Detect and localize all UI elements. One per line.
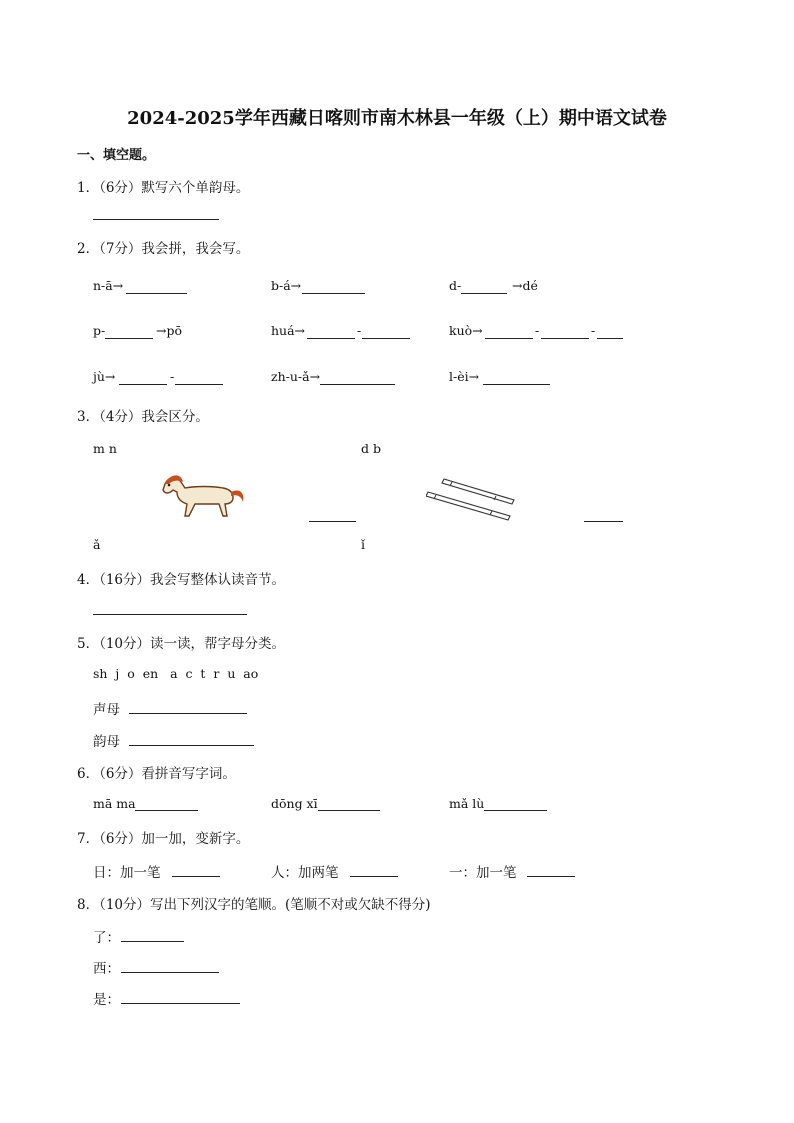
pinyin-item: - [591, 323, 596, 338]
pinyin-word: mǎ lù [449, 796, 485, 811]
pinyin-item: jù→ [93, 369, 116, 384]
answer-blank[interactable] [93, 218, 219, 220]
add-stroke-item: 人：加两笔 [271, 865, 339, 881]
pinyin-item: kuò→ [449, 323, 483, 338]
horse-icon [155, 472, 247, 520]
stroke-order-item: 西： [93, 961, 120, 977]
answer-blank[interactable] [121, 1002, 240, 1004]
question-2: 2．（7分）我会拼，我会写。 [77, 241, 250, 257]
question-5: 5．（10分）读一读，帮字母分类。 [77, 636, 286, 652]
add-stroke-item: 一：加一笔 [449, 865, 517, 881]
pinyin-item: b-á→ [271, 278, 302, 293]
question-3: 3．（4分）我会区分。 [77, 409, 209, 425]
tone-letter-left: ǎ [93, 537, 101, 552]
answer-blank[interactable] [362, 337, 410, 339]
pencils-icon [426, 476, 520, 522]
page-title: 2024-2025学年西藏日喀则市南木林县一年级（上）期中语文试卷 [127, 108, 667, 129]
pinyin-item: p- [93, 323, 106, 338]
answer-blank[interactable] [105, 337, 153, 339]
answer-blank[interactable] [135, 809, 198, 811]
answer-blank[interactable] [119, 383, 167, 385]
answer-blank[interactable] [320, 383, 395, 385]
answer-blank[interactable] [129, 712, 247, 714]
answer-blank[interactable] [307, 337, 355, 339]
pinyin-word: dōng xī [271, 796, 318, 811]
stroke-order-item: 了： [93, 930, 120, 946]
pinyin-item: n-ā→ [93, 278, 124, 293]
answer-blank[interactable] [350, 875, 398, 877]
pinyin-item: →pō [156, 323, 183, 338]
answer-blank[interactable] [121, 971, 219, 973]
answer-blank[interactable] [175, 383, 223, 385]
letter-list: sh j o en a c t r u ao [93, 666, 259, 681]
answer-blank[interactable] [485, 337, 533, 339]
tone-letter-right: ǐ [361, 537, 365, 552]
pinyin-item: d- [449, 278, 462, 293]
yunmu-label: 韵母 [93, 734, 120, 750]
answer-blank[interactable] [483, 383, 550, 385]
add-stroke-item: 日：加一笔 [93, 865, 161, 881]
answer-blank[interactable] [484, 809, 547, 811]
answer-blank[interactable] [597, 337, 623, 339]
answer-blank[interactable] [461, 292, 507, 294]
question-1: 1．（6分）默写六个单韵母。 [77, 180, 250, 196]
pinyin-item: l-èi→ [449, 369, 480, 384]
answer-blank[interactable] [527, 875, 575, 877]
question-7: 7．（6分）加一加，变新字。 [77, 831, 250, 847]
answer-blank[interactable] [584, 520, 623, 522]
pinyin-item: - [357, 323, 362, 338]
letter-pair-left: m n [93, 441, 117, 456]
answer-blank[interactable] [121, 940, 184, 942]
answer-blank[interactable] [129, 744, 254, 746]
stroke-order-item: 是： [93, 992, 120, 1008]
pinyin-item: zh-u-ǎ→ [271, 369, 321, 384]
answer-blank[interactable] [541, 337, 589, 339]
answer-blank[interactable] [126, 292, 187, 294]
pinyin-item: - [170, 369, 175, 384]
question-6: 6．（6分）看拼音写字词。 [77, 766, 236, 782]
pinyin-item: →dé [512, 278, 538, 293]
answer-blank[interactable] [302, 292, 365, 294]
pinyin-item: - [535, 323, 540, 338]
answer-blank[interactable] [93, 613, 247, 615]
answer-blank[interactable] [172, 875, 220, 877]
pinyin-item: huá→ [271, 323, 306, 338]
question-8: 8．（10分）写出下列汉字的笔顺。(笔顺不对或欠缺不得分) [77, 897, 431, 913]
answer-blank[interactable] [318, 809, 380, 811]
section-heading: 一、填空题。 [77, 148, 156, 163]
question-4: 4．（16分）我会写整体认读音节。 [77, 572, 286, 588]
shengmu-label: 声母 [93, 702, 120, 718]
pinyin-word: mā ma [93, 796, 136, 811]
answer-blank[interactable] [309, 520, 356, 522]
letter-pair-right: d b [361, 441, 381, 456]
